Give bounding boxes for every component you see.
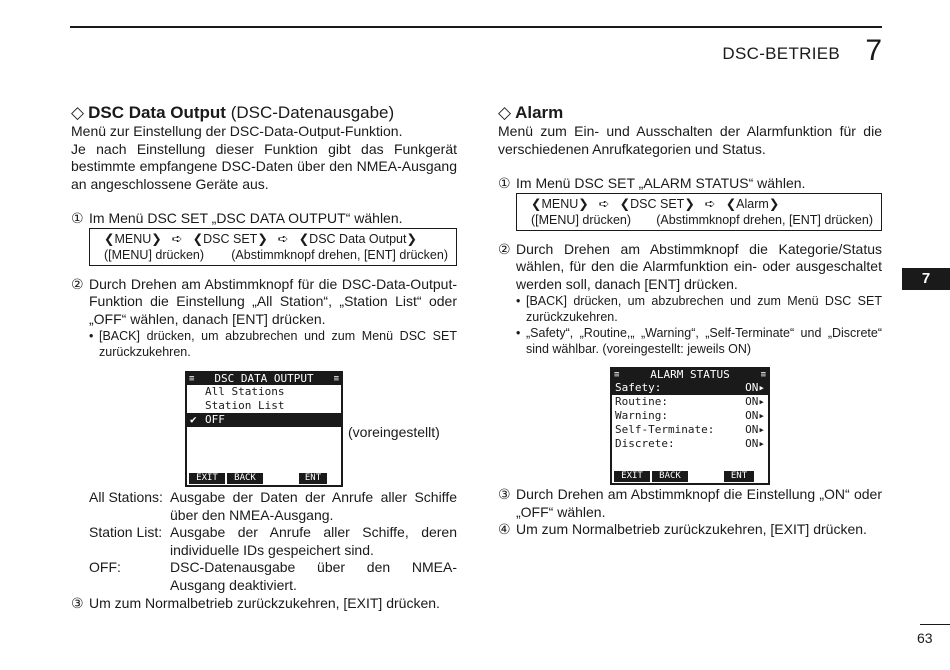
note-bullet: • [BACK] drücken, um abzubrechen und zum Menü DSC SET zurückzukehren.	[516, 294, 882, 324]
note-bullet: • „Safety“, „Routine,„ „Warning“, „Self-Terminate“ und „Discrete“ sind wählbar. (voreingestellt: jeweils ON)	[516, 326, 882, 356]
back-key[interactable]: BACK	[652, 471, 688, 482]
lcd-dsc-data-output	[185, 371, 343, 487]
ent-key[interactable]: ENT	[724, 471, 754, 482]
lcd-row-safety[interactable]: Safety: ON▸	[612, 381, 768, 395]
lcd-header: ≡ ALARM STATUS ≡	[614, 368, 766, 381]
intro-line: Menü zur Einstellung der DSC-Data-Output-Funktion.	[71, 123, 403, 139]
check-icon: ✔	[190, 413, 197, 426]
step-2: ② Durch Drehen am Abstimmknopf für die DSC-Data-Output-Funktion die Einstellung „All Station“, „Station List“ oder „OFF“ wählen, danach [ENT] drücken.	[71, 275, 457, 327]
chapter-side-tab: 7	[902, 268, 950, 290]
definition-row: OFF: DSC-Datenausgabe über den NMEA-Ausgang deaktiviert.	[89, 559, 457, 593]
lcd-row-self-terminate[interactable]: Self-Terminate: ON▸	[615, 423, 765, 436]
lcd-item-off[interactable]: ✔ OFF	[187, 413, 341, 427]
lcd-header: ≡ DSC DATA OUTPUT ≡	[189, 372, 339, 385]
arrow-icon: ➪	[171, 230, 183, 246]
ent-key[interactable]: ENT	[299, 473, 327, 484]
definition-row: All Stations: Ausgabe der Daten der Anrufe aller Schiffe über den NMEA-Ausgang.	[89, 489, 457, 523]
back-key[interactable]: BACK	[227, 473, 263, 484]
exit-key[interactable]: EXIT	[614, 471, 650, 482]
diamond-icon: ◇	[498, 103, 512, 122]
intro-paragraph: Menü zum Ein- und Ausschalten der Alarmfunktion für die verschiedenen Anrufkategorien und Status.	[498, 123, 882, 157]
lcd-row-warning[interactable]: Warning: ON▸	[615, 409, 765, 422]
header-rule	[70, 26, 882, 28]
arrow-icon: ➪	[598, 195, 610, 211]
menu-path-box: ❮MENU❯ ➪ ❮DSC SET❯ ➪ ❮DSC Data Output❯ ([MENU] drücken) (Abstimmknopf drehen, [ENT] drücken)	[89, 228, 457, 266]
exit-key[interactable]: EXIT	[189, 473, 225, 484]
step-3: ③ Durch Drehen am Abstimmknopf die Einstellung „ON“ oder „OFF“ wählen.	[498, 486, 882, 520]
lcd-row-routine[interactable]: Routine: ON▸	[615, 395, 765, 408]
definition-row: Station List: Ausgabe der Anrufe aller Schiffe, deren individuelle IDs gespeichert sind.	[89, 524, 457, 558]
lcd-item-station-list[interactable]: Station List	[205, 399, 285, 412]
lcd-alarm-status	[610, 367, 770, 485]
step-2: ② Durch Drehen am Abstimmknopf die Kategorie/Status wählen, für den die Alarmfunktion ein- oder ausgeschaltet werden soll, danach [ENT] drücken.	[498, 240, 882, 292]
intro-paragraph: Je nach Einstellung dieser Funktion gibt das Funkgerät bestimmte empfangene DSC-Daten über den NMEA-Ausgang an angeschlossene Geräte aus.	[71, 140, 457, 192]
arrow-icon: ➪	[704, 195, 716, 211]
step-3: ③ Um zum Normalbetrieb zurückzukehren, [EXIT] drücken.	[71, 595, 440, 611]
section-title: ◇ Alarm	[498, 103, 564, 122]
step-4: ④ Um zum Normalbetrieb zurückzukehren, [EXIT] drücken.	[498, 521, 867, 537]
step-1: ① Im Menü DSC SET „ALARM STATUS“ wählen.	[498, 175, 806, 191]
section-title: ◇ DSC Data Output (DSC-Datenausgabe)	[71, 103, 395, 122]
lcd-softkeys	[189, 473, 339, 484]
page-number-rule	[920, 624, 950, 625]
section-alarm	[498, 103, 882, 357]
arrow-icon: ➪	[277, 230, 289, 246]
chapter-number: 7	[865, 34, 882, 67]
lcd-row-discrete[interactable]: Discrete: ON▸	[615, 437, 765, 450]
page-number: 63	[917, 630, 933, 646]
lcd-item-all-stations[interactable]: All Stations	[205, 385, 285, 398]
menu-path-box: ❮MENU❯ ➪ ❮DSC SET❯ ➪ ❮Alarm❯ ([MENU] drücken) (Abstimmknopf drehen, [ENT] drücken)	[516, 193, 882, 231]
section-dsc-data-output	[71, 103, 457, 360]
diamond-icon: ◇	[71, 103, 85, 122]
note-bullet: • [BACK] drücken, um abzubrechen und zum Menü DSC SET zurückzukehren.	[89, 329, 457, 359]
lcd-softkeys	[614, 471, 766, 482]
default-note: (voreingestellt)	[348, 424, 440, 440]
steps-3-4	[498, 486, 882, 539]
step-1: ① Im Menü DSC SET „DSC DATA OUTPUT“ wählen.	[71, 210, 403, 226]
chapter-title: DSC-BETRIEB	[722, 44, 840, 63]
definitions-list	[89, 489, 457, 594]
